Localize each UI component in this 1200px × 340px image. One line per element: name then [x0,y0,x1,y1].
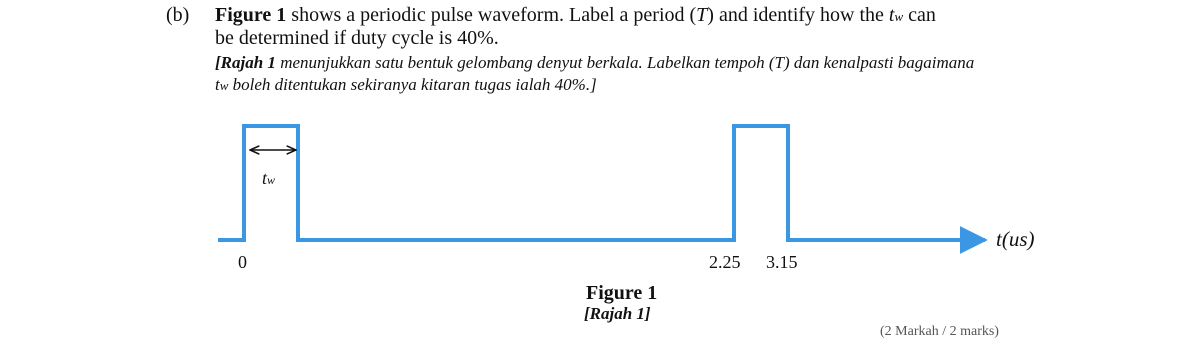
time-axis-label: t(us) [996,227,1035,251]
translation-text-a: menunjukkan satu bentuk gelombang denyut berkala. Labelkan tempoh (T) dan kenalpasti bagaimana [275,53,975,72]
tick-label-0: 0 [238,252,247,272]
question-text-c: can [903,4,936,26]
tick-label-3-15: 3.15 [766,252,798,272]
translation-tw-w: w [219,78,229,93]
question-text-b: ) and identify how the [707,4,889,26]
tw-symbol-w: w [894,9,904,24]
figure-title: Figure 1 [586,282,658,304]
tw-label [262,168,275,189]
marks-label-truncated: (2 Markah / 2 marks) [880,324,999,339]
question-text-a: shows a periodic pulse waveform. Label a period ( [286,4,697,26]
tw-label-t: t [262,168,268,188]
figure-title-translation: [Rajah 1] [584,304,651,323]
tw-symbol-t: t [888,4,895,26]
question-label: (b) [166,4,190,26]
tick-label-2-25: 2.25 [709,252,741,272]
question-line-2: be determined if duty cycle is 40%. [215,27,499,49]
translation-figure-ref: [Rajah 1 [215,53,276,72]
period-symbol: T [696,4,708,26]
tw-label-w: w [267,173,276,187]
pulse-line [218,126,985,240]
figure-ref: Figure 1 [215,4,287,26]
translation-tw-t: t [215,75,220,94]
translation-text-b: boleh ditentukan sekiranya kitaran tugas ialah 40%.] [228,75,597,94]
